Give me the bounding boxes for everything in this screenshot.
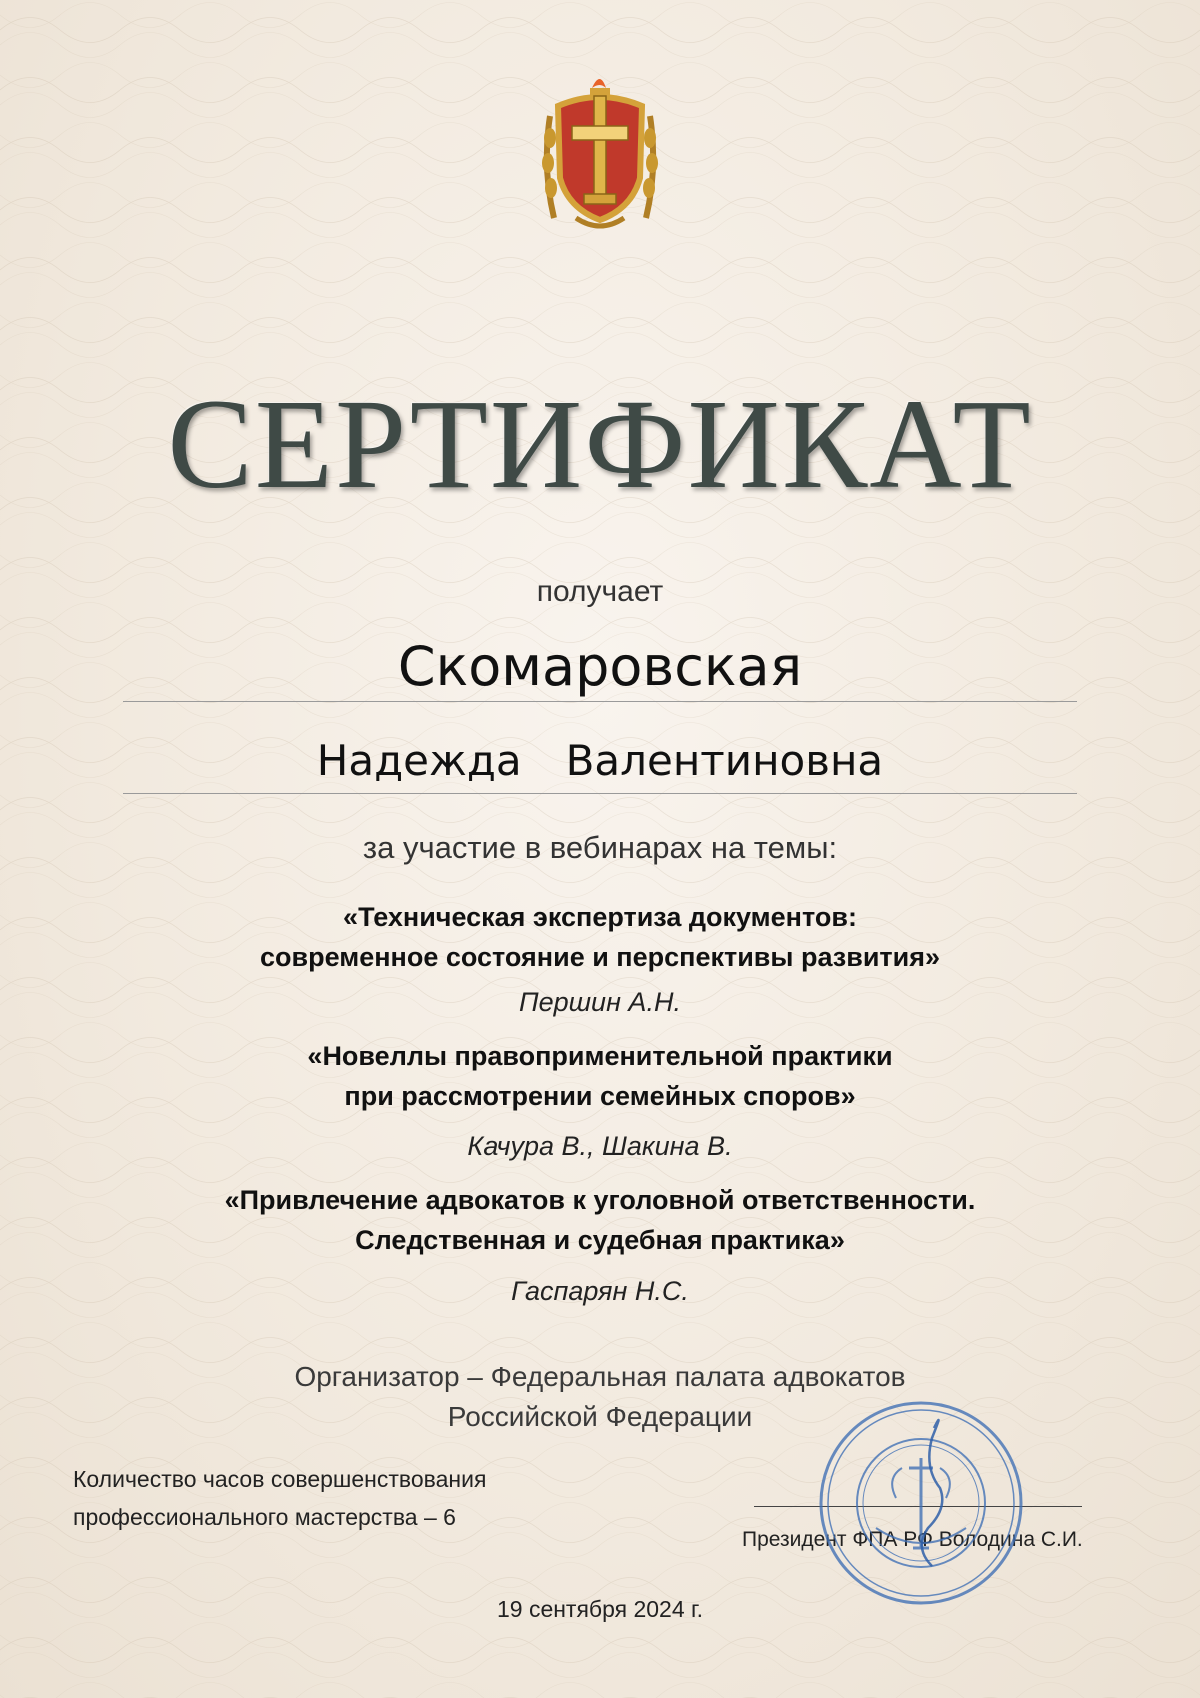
webinar-topic-line: Следственная и судебная практика»	[355, 1225, 845, 1255]
bar-association-crest-icon	[536, 68, 664, 238]
webinar-topic-line: «Новеллы правоприменительной практики	[307, 1041, 893, 1071]
issue-date: 19 сентября 2024 г.	[496, 1596, 704, 1622]
recipient-first-name: Надежда	[316, 736, 522, 785]
signatory-name: Президент ФПА РФ Володина С.И.	[742, 1528, 1083, 1551]
webinar-author-3: Гаспарян Н.С.	[511, 1276, 689, 1306]
webinar-topic-line: современное состояние и перспективы развития»	[259, 942, 941, 972]
hours-line: профессионального мастерства – 6	[73, 1504, 456, 1530]
recipient-patronymic: Валентиновна	[565, 736, 884, 785]
round-seal-stamp-icon	[816, 1398, 1026, 1608]
training-hours-text	[73, 1460, 486, 1536]
webinar-topic-line: «Техническая экспертиза документов:	[343, 902, 857, 932]
webinar-topic-2	[0, 1036, 1200, 1116]
webinar-topic-1	[0, 897, 1200, 977]
participation-label: за участие в вебинарах на темы:	[362, 830, 838, 865]
certificate-title: СЕРТИФИКАТ	[167, 373, 1033, 515]
recipient-surname: Скомаровская	[123, 638, 1077, 702]
webinar-topic-line: при рассмотрении семейных споров»	[344, 1081, 856, 1111]
webinar-topic-3	[0, 1180, 1200, 1260]
receives-label: получает	[536, 575, 664, 608]
organizer-line: Российской Федерации	[447, 1401, 753, 1432]
webinar-topic-line: «Привлечение адвокатов к уголовной ответственности.	[224, 1185, 976, 1215]
webinar-author-1: Першин А.Н.	[519, 987, 681, 1017]
recipient-given-names	[123, 735, 1077, 794]
organizer-line: Организатор – Федеральная палата адвокатов	[294, 1361, 906, 1392]
hours-line: Количество часов совершенствования	[73, 1466, 487, 1492]
webinar-author-2: Качура В., Шакина В.	[467, 1131, 733, 1161]
